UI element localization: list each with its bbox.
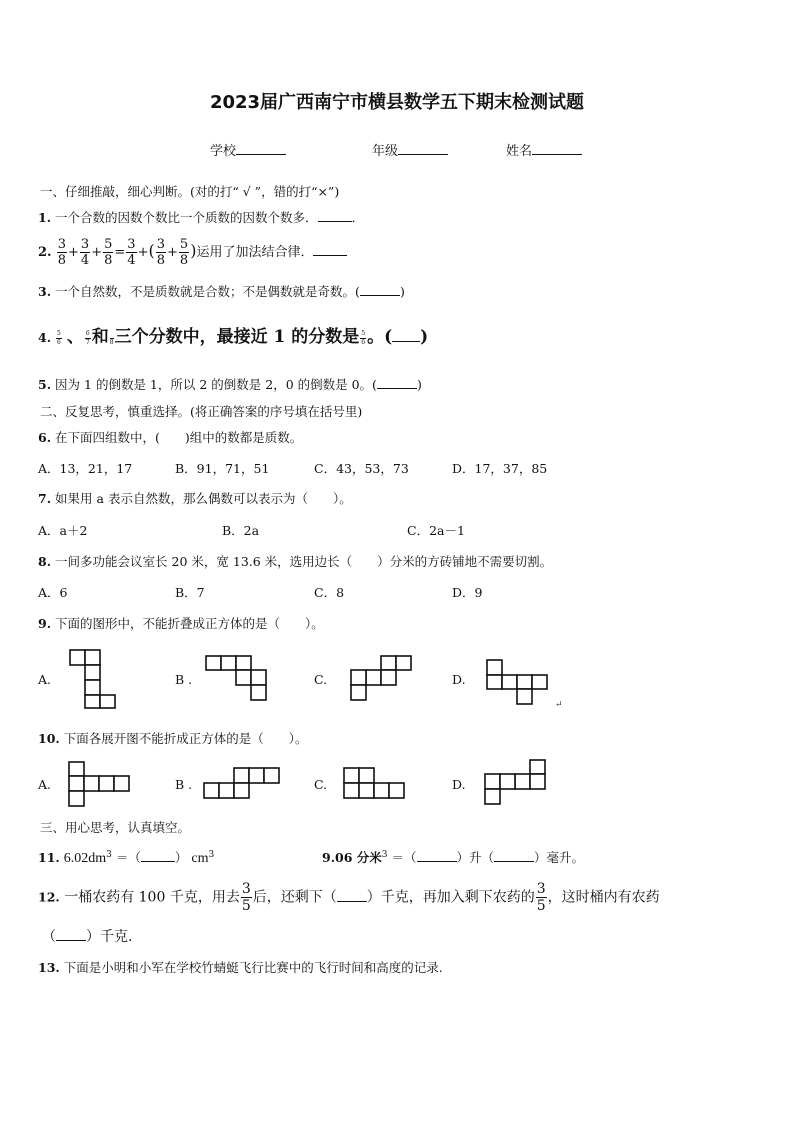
q2-answer-blank[interactable] xyxy=(313,244,347,256)
q4-answer-blank[interactable] xyxy=(392,330,420,342)
question-3 xyxy=(38,282,405,300)
q12-blank-1[interactable] xyxy=(337,890,367,902)
question-11-part2 xyxy=(322,848,584,866)
q1-number: 1. xyxy=(38,210,52,225)
q12-text-2: 后，还剩下（ xyxy=(252,889,337,906)
q11-right-unit: cm xyxy=(191,851,209,866)
q10-option-a-label[interactable]: A. xyxy=(38,777,52,792)
q5-answer-blank[interactable] xyxy=(377,377,417,389)
plus-sign: + xyxy=(167,245,178,260)
q7-option-a[interactable]: A．a＋2 xyxy=(38,523,88,538)
name-field[interactable] xyxy=(506,140,582,159)
q12-line2-open: （ xyxy=(42,929,56,945)
question-9 xyxy=(38,614,324,632)
q6-text: 在下面四组数中，( )组中的数都是质数。 xyxy=(55,430,303,445)
q2-fraction-1: $\frac{3}{8}$ xyxy=(57,237,66,268)
question-5 xyxy=(38,375,422,393)
q2-fraction-6: $\frac{5}{8}$ xyxy=(179,237,189,268)
q2-fraction-4: $\frac{3}{4}$ xyxy=(127,237,136,268)
plus-sign: + xyxy=(68,245,79,260)
q10-number: 10. xyxy=(38,731,60,746)
q4-fraction-a: $\frac{5}{6}$ xyxy=(57,330,61,346)
q6-number: 6. xyxy=(38,430,52,445)
q9-text: 下面的图形中，不能折叠成正方体的是（ ）。 xyxy=(55,616,324,631)
q1-text: 一个合数的因数个数比一个质数的因数个数多． xyxy=(55,210,318,225)
q11-close: ） xyxy=(174,850,188,865)
q3-number: 3. xyxy=(38,284,52,299)
q6-option-c[interactable]: C．43，53，73 xyxy=(314,461,409,476)
q4-separator: 、 xyxy=(66,327,84,347)
left-paren: ( xyxy=(148,241,155,260)
grade-blank[interactable] xyxy=(398,142,448,155)
q3-answer-blank[interactable] xyxy=(360,284,400,296)
q11-blank-3[interactable] xyxy=(494,850,534,862)
q8-option-c[interactable]: C．8 xyxy=(314,585,345,600)
q10-net-b[interactable] xyxy=(202,766,282,802)
q4-fraction-c: 8 xyxy=(110,331,114,346)
q3-text: 一个自然数，不是质数就是合数；不是偶数就是奇数。( xyxy=(55,284,360,299)
q1-end: ． xyxy=(351,210,365,225)
school-field[interactable] xyxy=(210,140,286,159)
q11-eq: ＝（ xyxy=(115,850,141,865)
q9-net-d[interactable] xyxy=(485,658,551,706)
q5-text: 因为 1 的倒数是 1，所以 2 的倒数是 2，0 的倒数是 0。( xyxy=(55,377,377,392)
q11-right-value: 9.06 分米 xyxy=(322,850,382,865)
q12-blank-2[interactable] xyxy=(56,929,86,941)
q10-net-a[interactable] xyxy=(66,760,132,808)
q10-net-c[interactable] xyxy=(342,766,408,802)
q12-text-3: ）千克，再加入剩下农药的 xyxy=(366,889,535,906)
q11-number: 11. xyxy=(38,850,60,865)
name-label: 姓名 xyxy=(506,144,533,159)
q7-text: 如果用 a 表示自然数，那么偶数可以表示为（ ）。 xyxy=(55,491,352,506)
q6-option-b[interactable]: B．91，71，51 xyxy=(175,461,270,476)
q10-option-d-label[interactable]: D. xyxy=(452,777,466,792)
section1-heading: 一、仔细推敲，细心判断。(对的打“ √ ”，错的打“×”) xyxy=(40,184,340,199)
q8-option-a[interactable]: A．6 xyxy=(38,585,68,600)
q8-option-d[interactable]: D．9 xyxy=(452,585,483,600)
equals-sign: = xyxy=(114,245,126,260)
q9-net-a[interactable] xyxy=(68,648,120,710)
q6-option-a[interactable]: A．13，21，17 xyxy=(38,461,133,476)
q11-end: ）毫升。 xyxy=(534,850,585,865)
q8-option-b[interactable]: B．7 xyxy=(175,585,205,600)
question-7 xyxy=(38,489,352,507)
q13-number: 13. xyxy=(38,960,60,975)
q11-blank-1[interactable] xyxy=(141,850,175,862)
q11-blank-2[interactable] xyxy=(417,850,457,862)
q5-end: ) xyxy=(416,377,422,392)
plus-sign: + xyxy=(137,245,149,260)
q4-number: 4. xyxy=(38,330,52,345)
question-2 xyxy=(38,238,347,267)
question-1 xyxy=(38,208,364,226)
question-13 xyxy=(38,958,443,976)
question-4 xyxy=(38,322,428,347)
q9-number: 9. xyxy=(38,616,52,631)
q4-text: 三个分数中，最接近 1 的分数是 xyxy=(114,327,360,347)
question-12 xyxy=(38,882,660,913)
q9-option-b-label[interactable]: B . xyxy=(175,672,193,687)
q5-number: 5. xyxy=(38,377,52,392)
q4-close: ) xyxy=(420,327,429,347)
q9-option-c-label[interactable]: C. xyxy=(314,672,328,687)
question-6 xyxy=(38,428,302,446)
question-8 xyxy=(38,552,552,570)
q12-fraction-1: $\frac{3}{5}$ xyxy=(241,881,251,914)
grade-field[interactable] xyxy=(372,140,448,159)
q7-number: 7. xyxy=(38,491,52,506)
q13-text: 下面是小明和小军在学校竹蜻蜓飞行比赛中的飞行时间和高度的记录. xyxy=(63,960,443,975)
q9-net-b[interactable] xyxy=(204,654,270,704)
name-blank[interactable] xyxy=(532,142,582,155)
q2-number: 2. xyxy=(38,245,52,260)
q8-number: 8. xyxy=(38,554,52,569)
q12-line2-close: ）千克. xyxy=(86,929,133,945)
question-12-line2 xyxy=(42,926,132,946)
q7-option-c[interactable]: C．2a－1 xyxy=(407,523,465,538)
page-title: 2023届广西南宁市横县数学五下期末检测试题 xyxy=(209,92,585,113)
q2-text: 运用了加法结合律． xyxy=(196,245,314,260)
q6-option-d[interactable]: D．17，37，85 xyxy=(452,461,548,476)
q11-right-exp: 3 xyxy=(208,849,215,860)
q2-fraction-5: $\frac{3}{8}$ xyxy=(156,237,165,268)
q2-fraction-3: $\frac{5}{8}$ xyxy=(104,237,113,268)
q12-fraction-2: $\frac{3}{5}$ xyxy=(536,881,546,914)
q10-option-c-label[interactable]: C. xyxy=(314,777,328,792)
section2-heading: 二、反复思考，慎重选择。(将正确答案的序号填在括号里) xyxy=(40,404,363,419)
q11-right-eq: ＝（ xyxy=(391,850,417,865)
q10-net-d[interactable] xyxy=(483,758,549,806)
q1-answer-blank[interactable] xyxy=(318,210,352,222)
q12-number: 12. xyxy=(38,889,60,905)
school-label: 学校 xyxy=(210,144,237,159)
cursor-mark-icon: ↵ xyxy=(555,700,563,710)
q2-fraction-2: $\frac{3}{4}$ xyxy=(80,237,90,268)
q4-end: 。( xyxy=(367,327,393,347)
right-paren: ) xyxy=(190,241,197,260)
q11-left-unit: dm xyxy=(88,851,107,866)
question-10 xyxy=(38,729,308,747)
q8-text: 一间多功能会议室长 20 米，宽 13.6 米，选用边长（ ）分米的方砖铺地不需要切割。 xyxy=(55,554,553,569)
q9-option-d-label[interactable]: D. xyxy=(452,672,466,687)
q9-net-c[interactable] xyxy=(348,654,414,702)
plus-sign: + xyxy=(91,245,103,260)
grade-label: 年级 xyxy=(372,144,399,159)
q11-right-value-exp: 3 xyxy=(381,849,388,860)
q11-left-value: 6.02 xyxy=(63,851,89,866)
q7-option-b[interactable]: B．2a xyxy=(222,523,260,538)
question-11 xyxy=(38,848,214,867)
q4-and: 和 xyxy=(91,327,109,347)
q11-mid: ）升（ xyxy=(456,850,495,865)
q12-text-1: 一桶农药有 100 千克，用去 xyxy=(64,889,240,906)
q10-option-b-label[interactable]: B . xyxy=(175,777,193,792)
q4-answer-fraction: $\frac{5}{6}$ xyxy=(361,330,366,346)
school-blank[interactable] xyxy=(236,142,286,155)
section3-heading: 三、用心思考，认真填空。 xyxy=(40,820,191,835)
q4-fraction-b: $\frac{6}{7}$ xyxy=(85,330,90,346)
q12-text-4: ，这时桶内有农药 xyxy=(547,889,660,906)
q9-option-a-label[interactable]: A. xyxy=(38,672,52,687)
q10-text: 下面各展开图不能折成正方体的是（ ）。 xyxy=(63,731,308,746)
q3-end: ) xyxy=(399,284,405,299)
q11-left-exp: 3 xyxy=(106,849,112,860)
